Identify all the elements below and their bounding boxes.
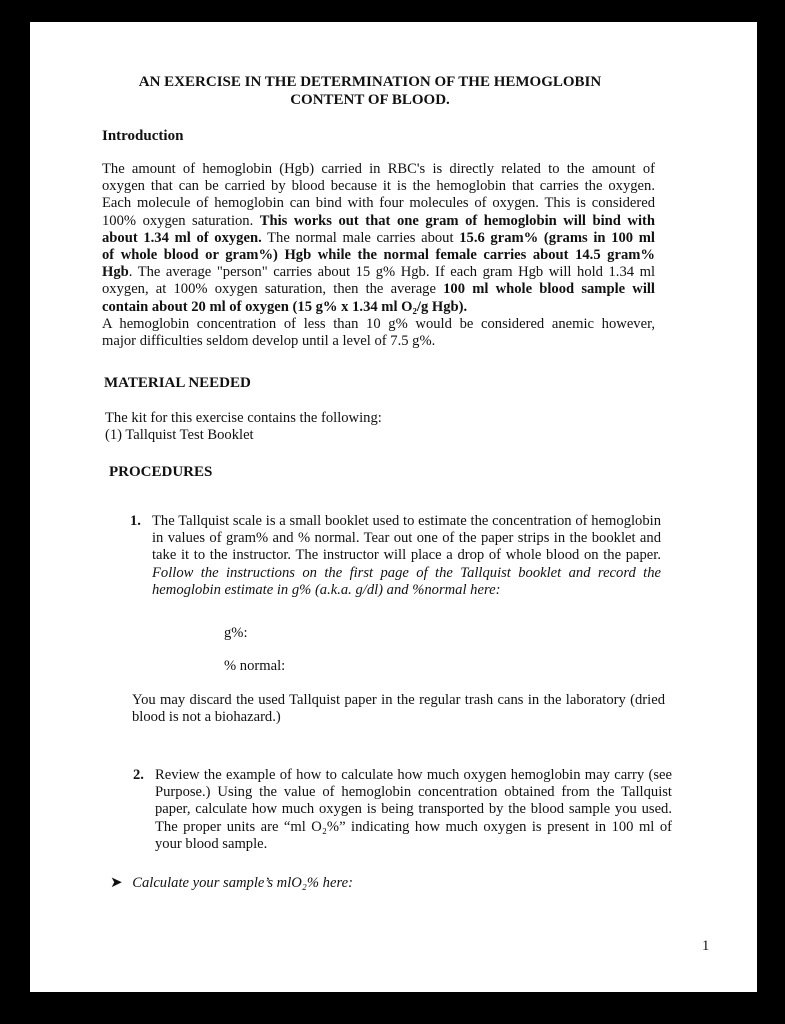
intro-bold-text: 100 ml whole blood sample will xyxy=(443,281,655,298)
procedure-step-1 xyxy=(130,513,661,599)
step-number: 1. xyxy=(130,513,141,529)
intro-bold-text: about 1.34 ml of oxygen. xyxy=(102,229,262,246)
intro-line: A hemoglobin concentration of less than 10 g% would be considered anemic however, xyxy=(102,315,655,332)
document-page xyxy=(30,22,757,992)
title-line-2: CONTENT OF BLOOD. xyxy=(290,92,450,108)
intro-text: 100% oxygen saturation. xyxy=(102,212,260,229)
intro-line xyxy=(102,299,655,316)
material-text xyxy=(105,410,382,444)
intro-bold-text: of whole blood or gram%) Hgb while the normal female carries about 14.5 gram% xyxy=(102,247,655,264)
arrow-bullet-icon: ➤ xyxy=(110,875,123,891)
step-body: The Tallquist scale is a small booklet used to estimate the concentration of hemoglobin in values of gram% and % normal. Tear out one of the paper strips in the booklet and take it to the instructor. The instructor will place a drop of whole blood on the paper. xyxy=(152,513,661,564)
intro-line xyxy=(102,281,655,298)
title-line-1: AN EXERCISE IN THE DETERMINATION OF THE HEMOGLOBIN xyxy=(138,74,602,90)
g-percent-field-label: g%: xyxy=(224,625,248,641)
procedures-heading: PROCEDURES xyxy=(109,464,213,480)
step-number: 2. xyxy=(133,767,144,783)
document-title xyxy=(90,73,650,109)
intro-line xyxy=(102,213,655,230)
intro-line: Each molecule of hemoglobin can bind with four molecules of oxygen. This is considered xyxy=(102,195,655,212)
intro-line xyxy=(102,264,655,281)
introduction-paragraph xyxy=(102,161,655,350)
intro-bold-text: contain about 20 ml of oxygen (15 g% x 1.34 ml O₂/g Hgb). xyxy=(102,298,468,315)
step-text: Review the example of how to calculate how much oxygen hemoglobin may carry (see Purpose.) Using the value of hemoglobin concentration obtained from the Tallquist paper, calculate how much oxygen is being transported by the blood sample you used. The proper units are “ml O₂%” indicating how much oxygen is present in 100 ml of your blood sample. xyxy=(155,767,672,852)
intro-line: oxygen that can be carried by blood because it is the hemoglobin that carries the oxygen. xyxy=(102,178,655,195)
step-text xyxy=(152,513,661,599)
material-line: The kit for this exercise contains the following: xyxy=(105,410,382,426)
page-number: 1 xyxy=(702,938,710,954)
step-instruction: Follow the instructions on the first page of the Tallquist booklet and record the hemoglobin estimate in g% (a.k.a. g/dl) and %normal here: xyxy=(152,564,661,598)
material-item: (1) Tallquist Test Booklet xyxy=(105,427,254,444)
calculation-prompt xyxy=(110,875,353,892)
intro-line xyxy=(102,247,655,264)
intro-line xyxy=(102,230,655,247)
intro-text: oxygen, at 100% oxygen saturation, then the average xyxy=(102,281,444,298)
intro-bold-text: 15.6 gram% (grams in 100 ml xyxy=(459,229,655,246)
calculation-prompt-text: Calculate your sample’s mlO₂% here: xyxy=(132,875,353,891)
material-needed-heading: MATERIAL NEEDED xyxy=(104,375,251,391)
discard-note: You may discard the used Tallquist paper in the regular trash cans in the laboratory (dried blood is not a biohazard.) xyxy=(132,692,665,726)
percent-normal-field-label: % normal: xyxy=(224,658,286,674)
intro-bold-text: This works out that one gram of hemoglobin will bind with xyxy=(259,212,655,229)
intro-bold-text: Hgb xyxy=(102,264,129,281)
intro-line: major difficulties seldom develop until a level of 7.5 g%. xyxy=(102,333,436,350)
introduction-heading: Introduction xyxy=(102,128,184,144)
procedure-step-2 xyxy=(133,767,672,853)
intro-text: . The average "person" carries about 15 g% Hgb. If each gram Hgb will hold 1.34 ml xyxy=(128,264,655,281)
intro-line: The amount of hemoglobin (Hgb) carried in RBC's is directly related to the amount of xyxy=(102,161,655,177)
intro-text: The normal male carries about xyxy=(261,229,460,246)
